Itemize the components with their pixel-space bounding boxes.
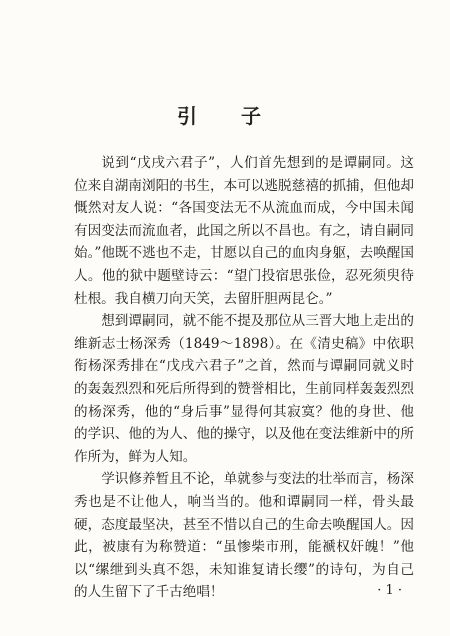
paragraph-3: 学识修养暂且不论，单就参与变法的壮举而言，杨深秀也是不让他人，响当当的。他和谭嗣同一样，骨头最硬，态度最坚决，甚至不惜以自己的生命去唤醒国人。因此，被康有为称赞道：“虽惨柴市刑，能褫权奸魄！”他以“缧绁到头真不怨，未知谁复请长缨”的诗句，为自己的人生留下了千古绝唱！ [74,471,414,601]
paragraph-1: 说到“戊戌六君子”，人们首先想到的是谭嗣同。这位来自湖南浏阳的书生，本可以逃脱慈禧的抓捕，但他却慨然对友人说：“各国变法无不从流血而成，今中国未闻有因变法而流血者，此国之所以不昌也。有之，请自嗣同始。”他既不逃也不走，甘愿以自己的血肉身躯，去唤醒国人。他的狱中题壁诗云：“望门投宿思张俭，忍死须臾待杜根。我自横刀向天笑，去留肝胆两昆仑。” [74,155,414,307]
body-text [74,152,414,604]
page-number: · 1 · [377,583,402,598]
paragraph-2: 想到谭嗣同，就不能不提及那位从三晋大地上走出的维新志士杨深秀（1849～1898）。在《清史稿》中依职衔杨深秀排在“戊戌六君子”之首，然而与谭嗣同就义时的轰轰烈烈和死后所得到的赞誉相比，生前同样轰轰烈烈的杨深秀，他的“身后事”显得何其寂寞？他的身世、他的学识、他的为人、他的操守，以及他在变法维新中的所作所为，鲜为人知。 [74,313,414,465]
chapter-title: 引 子 [177,104,273,128]
